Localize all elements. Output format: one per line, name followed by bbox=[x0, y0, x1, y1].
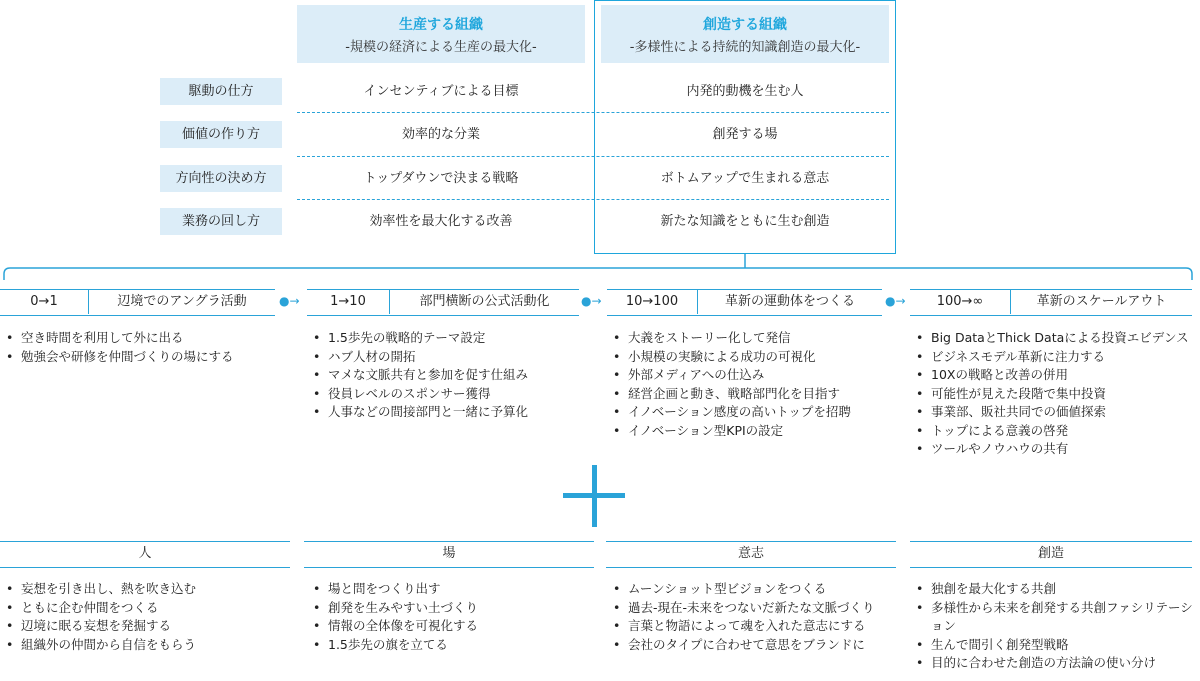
list-item: • 場と問をつくり出す bbox=[307, 580, 597, 599]
list-item: • 情報の全体像を可視化する bbox=[307, 617, 597, 636]
list-item: • 小規模の実験による成功の可視化 bbox=[607, 348, 897, 367]
list-item: • ビジネスモデル革新に注力する bbox=[910, 348, 1195, 367]
row-label-direction: 方向性の決め方 bbox=[160, 165, 282, 192]
arrow-right-icon: ●→ bbox=[279, 294, 300, 308]
stage-list-0-1 bbox=[0, 329, 290, 366]
element-list-creation bbox=[910, 580, 1195, 673]
list-item: • 多様性から未来を創発する共創ファシリテーション bbox=[910, 599, 1195, 636]
list-item: • 10Xの戦略と改善の併用 bbox=[910, 366, 1195, 385]
stage-label: 辺境でのアングラ活動 bbox=[117, 294, 247, 309]
stage-list-10-100 bbox=[607, 329, 897, 440]
element-list-person bbox=[0, 580, 290, 654]
list-item: • 目的に合わせた創造の方法論の使い分け bbox=[910, 654, 1195, 673]
list-item: • 空き時間を利用して外に出る bbox=[0, 329, 290, 348]
bracket-connector bbox=[0, 252, 1200, 282]
list-item: • ツールやノウハウの共有 bbox=[910, 440, 1195, 459]
list-item: • 事業部、販社共同での価値探索 bbox=[910, 403, 1195, 422]
cell-drive-creation: 内発的動機を生む人 bbox=[686, 84, 804, 99]
column-subtitle-creation: -多様性による持続的知識創造の最大化- bbox=[629, 40, 861, 55]
element-header-will: 意志 bbox=[606, 541, 896, 568]
stage-number: 0→1 bbox=[0, 290, 89, 314]
element-header-place: 場 bbox=[304, 541, 594, 568]
element-header-person: 人 bbox=[0, 541, 290, 568]
row-label-value: 価値の作り方 bbox=[160, 121, 282, 148]
list-item: • 生んで間引く創発型戦略 bbox=[910, 636, 1195, 655]
cell-operation-production: 効率性を最大化する改善 bbox=[369, 214, 513, 229]
arrow-right-icon: ●→ bbox=[885, 294, 906, 308]
arrow-right-icon: ●→ bbox=[581, 294, 602, 308]
stage-label: 部門横断の公式活動化 bbox=[419, 294, 550, 309]
cell-direction-production: トップダウンで決まる戦略 bbox=[363, 171, 519, 186]
list-item: • 大義をストーリー化して発信 bbox=[607, 329, 897, 348]
cell-drive-production: インセンティブによる目標 bbox=[363, 84, 519, 99]
list-item: • Big DataとThick Dataによる投資エビデンス bbox=[910, 329, 1195, 348]
row-divider bbox=[297, 112, 889, 113]
list-item: • ともに企む仲間をつくる bbox=[0, 599, 290, 618]
list-item: • トップによる意義の啓発 bbox=[910, 422, 1195, 441]
plus-icon-bar bbox=[563, 493, 625, 498]
list-item: • 独創を最大化する共創 bbox=[910, 580, 1195, 599]
list-item: • 創発を生みやすい土づくり bbox=[307, 599, 597, 618]
column-subtitle-production: -規模の経済による生産の最大化- bbox=[345, 40, 537, 55]
stage-header-1-10 bbox=[307, 289, 579, 316]
list-item: • ハブ人材の開拓 bbox=[307, 348, 587, 367]
list-item: • イノベーション感度の高いトップを招聘 bbox=[607, 403, 897, 422]
list-item: • 過去-現在-未来をつないだ新たな文脈づくり bbox=[607, 599, 892, 618]
stage-number: 100→∞ bbox=[910, 290, 1011, 314]
element-header-creation: 創造 bbox=[910, 541, 1192, 568]
list-item: • 経営企画と動き、戦略部門化を目指す bbox=[607, 385, 897, 404]
element-list-place bbox=[307, 580, 597, 654]
list-item: • 妄想を引き出し、熱を吹き込む bbox=[0, 580, 290, 599]
stage-number: 10→100 bbox=[607, 290, 698, 314]
list-item: • ムーンショット型ビジョンをつくる bbox=[607, 580, 892, 599]
column-header-production bbox=[297, 5, 585, 63]
stage-number: 1→10 bbox=[307, 290, 390, 314]
cell-direction-creation: ボトムアップで生まれる意志 bbox=[660, 171, 830, 186]
stage-header-0-1 bbox=[0, 289, 275, 316]
list-item: • 辺境に眠る妄想を発掘する bbox=[0, 617, 290, 636]
cell-value-production: 効率的な分業 bbox=[401, 127, 480, 142]
cell-value-creation: 創発する場 bbox=[712, 127, 778, 142]
list-item: • 可能性が見えた段階で集中投資 bbox=[910, 385, 1195, 404]
list-item: • 組織外の仲間から自信をもらう bbox=[0, 636, 290, 655]
list-item: • 外部メディアへの仕込み bbox=[607, 366, 897, 385]
row-divider bbox=[297, 199, 889, 200]
column-title-creation: 創造する組織 bbox=[703, 17, 787, 33]
row-divider bbox=[297, 156, 889, 157]
list-item: • イノベーション型KPIの設定 bbox=[607, 422, 897, 441]
element-list-will bbox=[607, 580, 892, 654]
list-item: • 1.5歩先の戦略的テーマ設定 bbox=[307, 329, 587, 348]
list-item: • 言葉と物語によって魂を入れた意志にする bbox=[607, 617, 892, 636]
row-label-operation: 業務の回し方 bbox=[160, 208, 282, 235]
stage-label: 革新のスケールアウト bbox=[1036, 294, 1167, 309]
stage-list-1-10 bbox=[307, 329, 587, 422]
row-label-drive: 駆動の仕方 bbox=[160, 78, 282, 105]
list-item: • 会社のタイプに合わせて意思をブランドに bbox=[607, 636, 892, 655]
list-item: • 役員レベルのスポンサー獲得 bbox=[307, 385, 587, 404]
list-item: • 勉強会や研修を仲間づくりの場にする bbox=[0, 348, 290, 367]
stage-list-100-inf bbox=[910, 329, 1195, 459]
stage-label: 革新の運動体をつくる bbox=[724, 294, 855, 309]
column-title-production: 生産する組織 bbox=[399, 17, 483, 33]
list-item: • マメな文脈共有と参加を促す仕組み bbox=[307, 366, 587, 385]
stage-header-10-100 bbox=[607, 289, 882, 316]
cell-operation-creation: 新たな知識をともに生む創造 bbox=[660, 214, 830, 229]
stage-header-100-inf bbox=[910, 289, 1192, 316]
list-item: • 1.5歩先の旗を立てる bbox=[307, 636, 597, 655]
list-item: • 人事などの間接部門と一緒に予算化 bbox=[307, 403, 587, 422]
